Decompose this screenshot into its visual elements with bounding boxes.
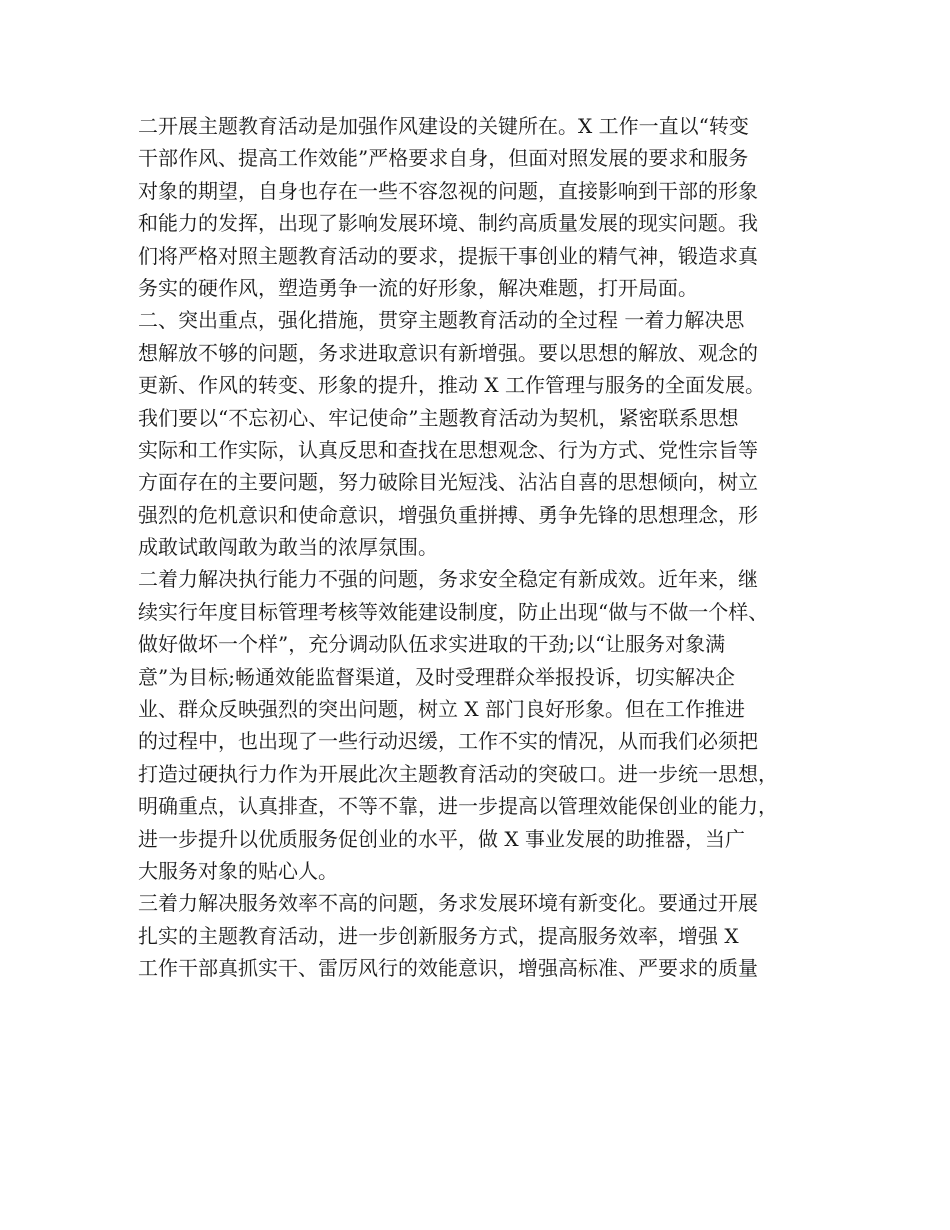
text-line: 我们要以“不忘初心、牢记使命”主题教育活动为契机，紧密联系思想 [138, 405, 739, 430]
text-line: 务实的硬作风，塑造勇争一流的好形象，解决难题，打开局面。 [138, 275, 698, 300]
text-line: 二开展主题教育活动是加强作风建设的关键所在。X 工作一直以“转变 [138, 114, 749, 138]
text-line: 三着力解决服务效率不高的问题，务求发展环境有新变化。要通过开展 [138, 891, 758, 916]
text-line: 续实行年度目标管理考核等效能建设制度，防止出现“做与不做一个样、 [138, 599, 769, 624]
text-line: 大服务对象的贴心人。 [138, 858, 338, 883]
text-line: 成敢试敢闯敢为敢当的浓厚氛围。 [138, 535, 438, 560]
text-line: 强烈的危机意识和使命意识，增强负重拼搏、勇争先锋的思想理念，形 [138, 502, 758, 527]
text-line: 方面存在的主要问题，努力破除目光短浅、沾沾自喜的思想倾向，树立 [138, 470, 758, 495]
text-line: 二着力解决执行能力不强的问题，务求安全稳定有新成效。近年来，继 [138, 567, 758, 592]
text-line: 更新、作风的转变、形象的提升，推动 X 工作管理与服务的全面发展。 [138, 373, 765, 398]
body-text [138, 110, 828, 985]
text-line: 干部作风、提高工作效能”严格要求自身，但面对照发展的要求和服务 [138, 146, 749, 171]
text-line: 明确重点，认真排查，不等不靠，进一步提高以管理效能保创业的能力， [138, 794, 778, 819]
text-line: 做好做坏一个样”，充分调动队伍求实进取的干劲;以“让服务对象满 [138, 632, 726, 657]
text-line: 进一步提升以优质服务促创业的水平，做 X 事业发展的助推器，当广 [138, 826, 745, 851]
text-line: 业、群众反映强烈的突出问题，树立 X 部门良好形象。但在工作推进 [138, 697, 745, 722]
text-line: 扎实的主题教育活动，进一步创新服务方式，提高服务效率，增强 X [138, 923, 739, 948]
text-line: 的过程中，也出现了一些行动迟缓，工作不实的情况，从而我们必须把 [138, 729, 758, 754]
text-line: 打造过硬执行力作为开展此次主题教育活动的突破口。进一步统一思想， [138, 761, 778, 786]
text-line: 意”为目标;畅通效能监督渠道，及时受理群众举报投诉，切实解决企 [138, 664, 735, 689]
text-line: 想解放不够的问题，务求进取意识有新增强。要以思想的解放、观念的 [138, 340, 758, 365]
text-line: 二、突出重点，强化措施，贯穿主题教育活动的全过程 一着力解决思 [138, 308, 745, 333]
text-line: 对象的期望，自身也存在一些不容忽视的问题，直接影响到干部的形象 [138, 178, 758, 203]
text-line: 们将严格对照主题教育活动的要求，提振干事创业的精气神，锻造求真 [138, 243, 758, 268]
text-line: 工作干部真抓实干、雷厉风行的效能意识，增强高标准、严要求的质量 [138, 956, 758, 981]
text-line: 和能力的发挥，出现了影响发展环境、制约高质量发展的现实问题。我 [138, 211, 758, 236]
text-line: 实际和工作实际，认真反思和查找在思想观念、行为方式、党性宗旨等 [138, 437, 758, 462]
